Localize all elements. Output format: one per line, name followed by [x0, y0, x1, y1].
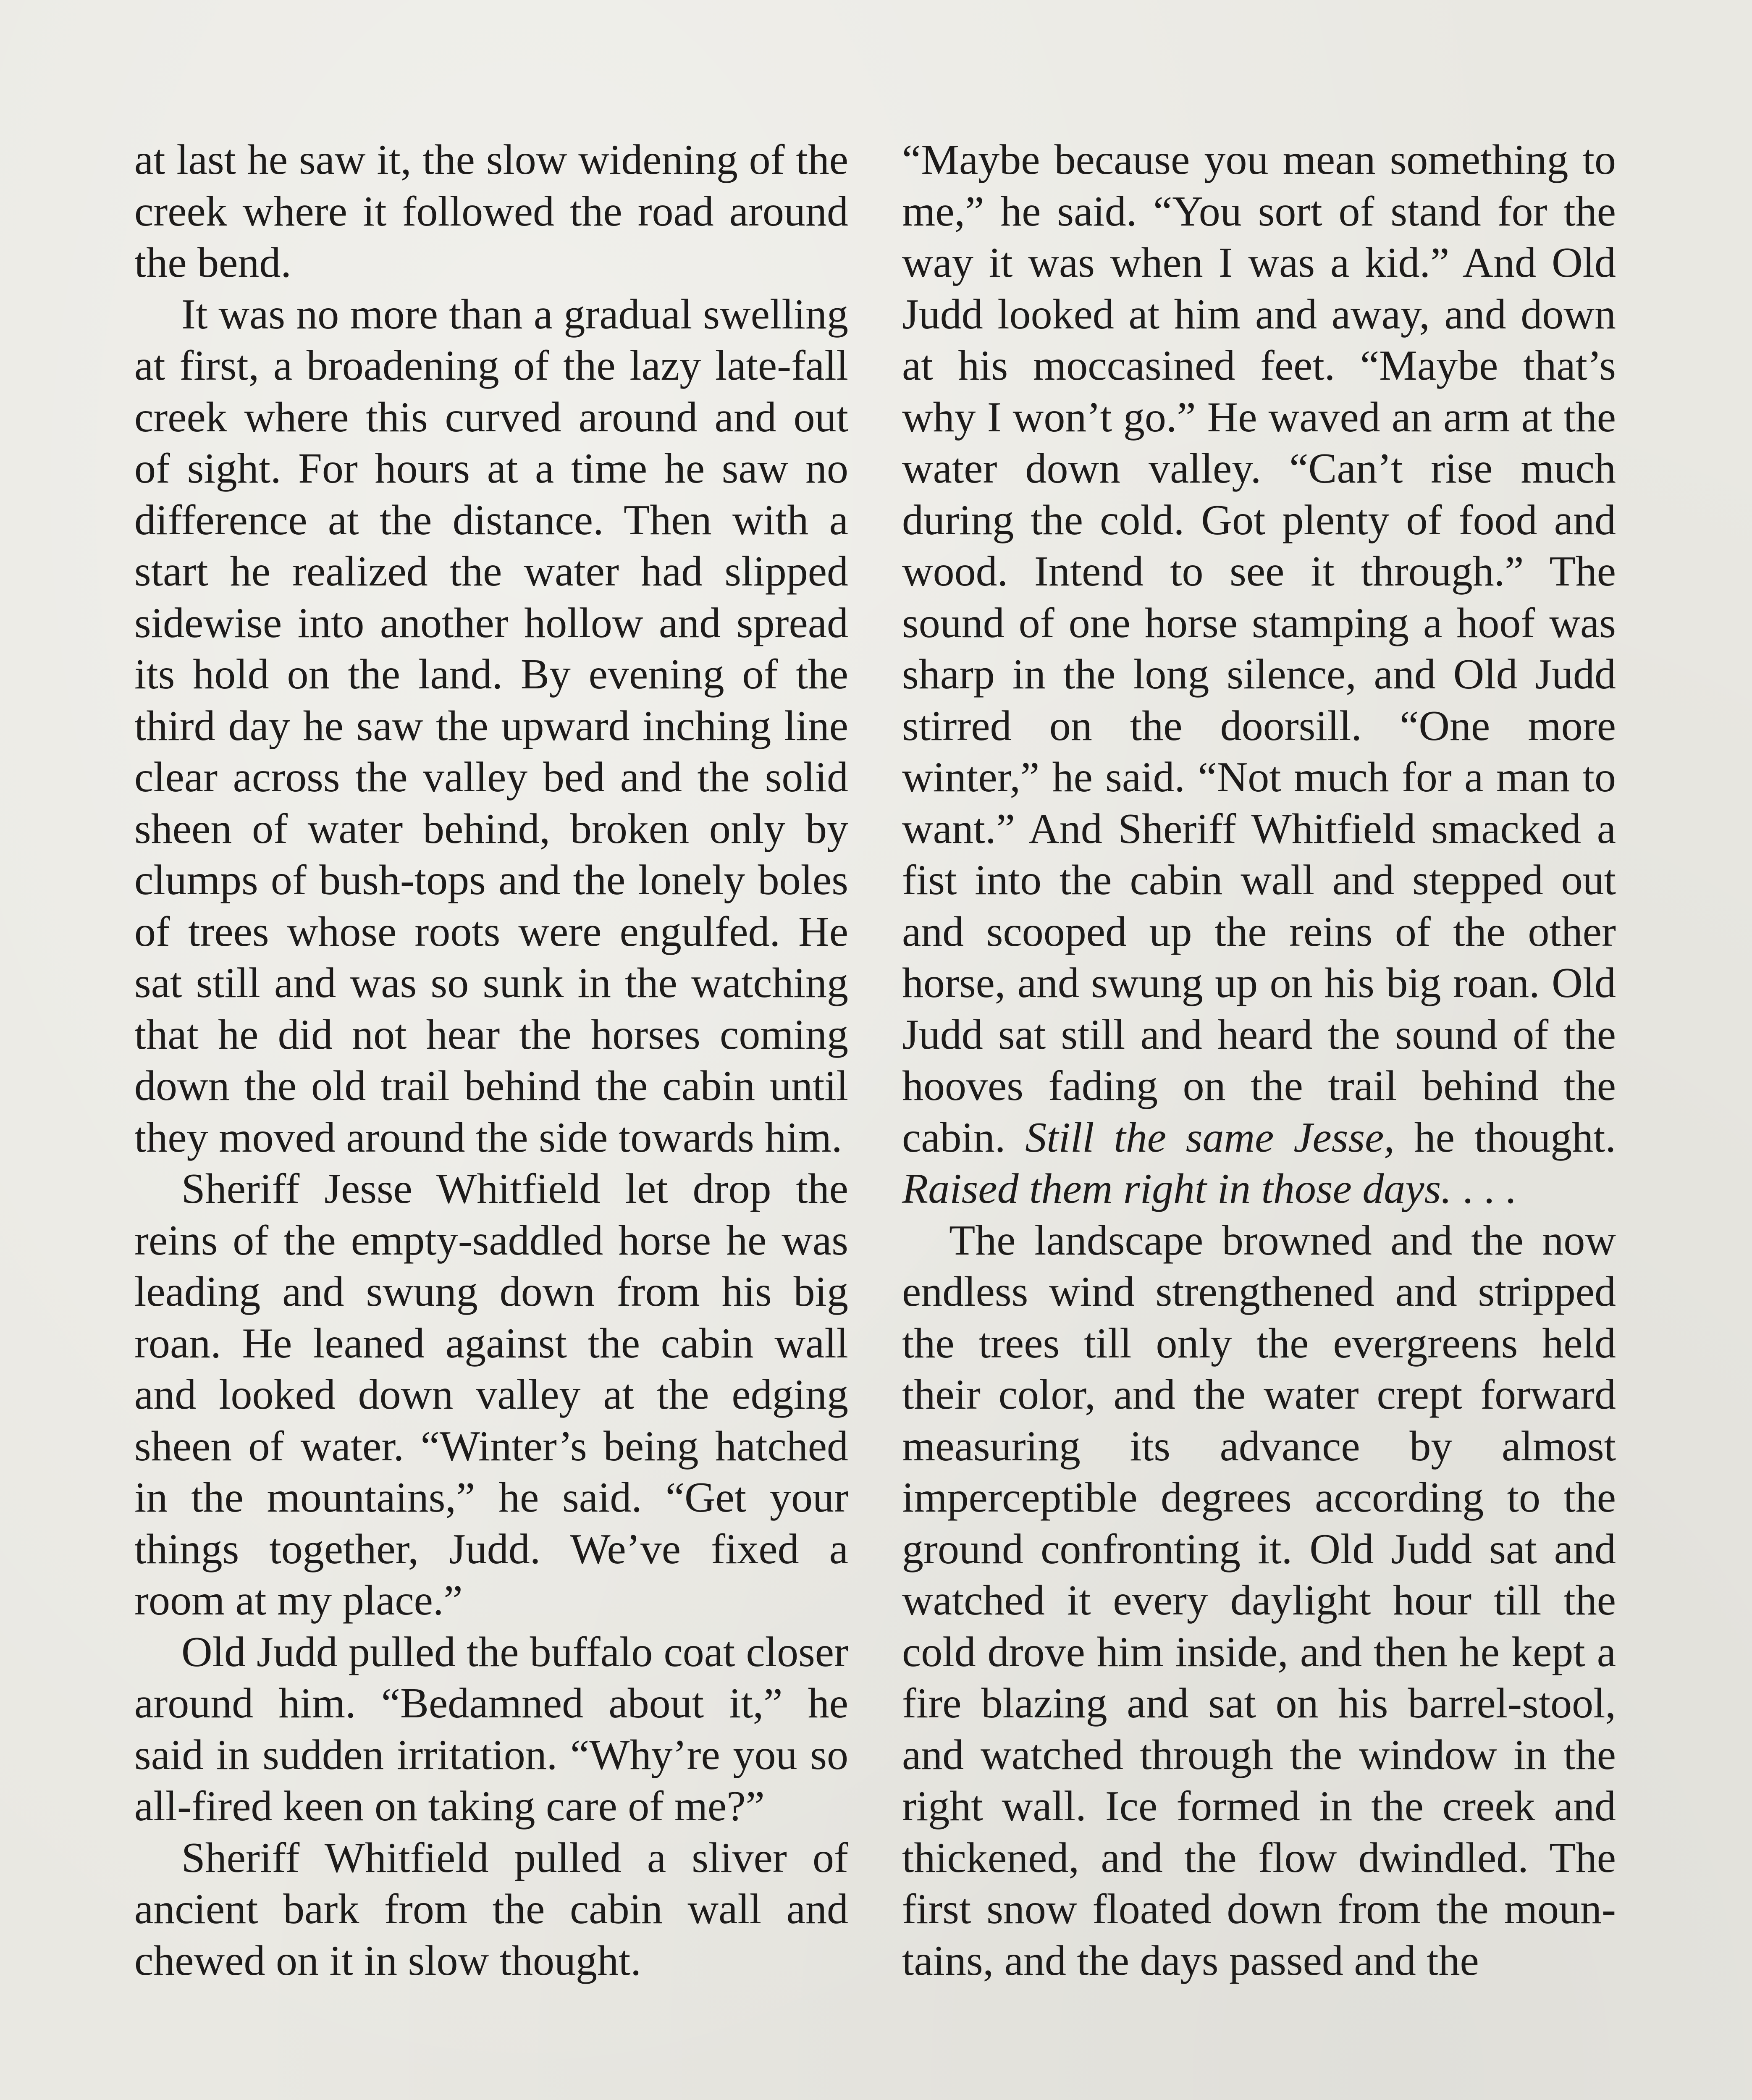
paragraph: Old Judd pulled the buffalo coat closer around him. “Bedamned about it,” he said in sudden irritation. “Why’re you so all-fired keen on taking care of me?” — [134, 1628, 848, 1830]
ellipsis: . . . — [1462, 1165, 1516, 1213]
right-column — [902, 134, 1616, 1987]
paragraph: It was no more than a gradual swelling at first, a broadening of the lazy late-fall creek where this curved around and out of sight. For hours at a time he saw no difference at the distance. Then with a start he realized the water had slipped sidewise into another hollow and spread its hold on the land. By evening of the third day he saw the upward inching line clear across the valley bed and the solid sheen of water behind, broken only by clumps of bush-tops and the lonely boles of trees whose roots were engulfed. He sat still and was so sunk in the watching that he did not hear the horses coming down the old trail behind the cabin until they moved around the side towards him. — [134, 290, 848, 1161]
text-run: “Maybe because you mean something to me,” he said. “You sort of stand for the way it was when I was a kid.” And Old Judd looked at him and away, and down at his moccasined feet. “Maybe that’s why I won’t go.” He waved an arm at the water down valley. “Can’t rise much during the cold. Got plenty of food and wood. Intend to see it through.” The sound of one horse stamping a hoof was sharp in the long silence, and Old Judd stirred on the doorsill. “One more winter,” he said. “Not much for a man to want.” And Sheriff Whitfield smacked a fist into the cabin wall and stepped out and scooped up the reins of the other horse, and swung up on his big roan. Old Judd sat still and heard the sound of the hooves fading on the trail behind the cabin. — [902, 136, 1616, 1161]
italic-thought: Raised them right in those days. — [902, 1165, 1452, 1213]
paragraph: Sheriff Whitfield pulled a sliver of ancient bark from the cabin wall and chewed on it in slow thought. — [134, 1834, 848, 1984]
paragraph: at last he saw it, the slow widening of the creek where it followed the road around the bend. — [134, 136, 848, 286]
italic-thought: Still the same Jesse, — [1025, 1113, 1395, 1161]
left-column — [134, 134, 848, 1987]
paragraph — [902, 134, 1616, 1215]
text-run: he thought. — [1414, 1113, 1616, 1161]
paragraph: Sheriff Jesse Whitfield let drop the reins of the empty-saddled horse he was leading and swung down from his big roan. He leaned against the cabin wall and looked down valley at the edging sheen of water. “Winter’s being hatched in the mountains,” he said. “Get your things together, Judd. We’ve fixed a room at my place.” — [134, 1165, 848, 1624]
paragraph: The landscape browned and the now endless wind strengthened and stripped the trees till only the evergreens held their color, and the water crept forward measuring its advance by almost imperceptible degrees according to the ground confronting it. Old Judd sat and watched it every daylight hour till the cold drove him inside, and then he kept a fire blazing and sat on his barrel-stool, and watched through the window in the right wall. Ice formed in the creek and thickened, and the flow dwindled. The first snow floated down from the mountains, and the days passed and the — [902, 1216, 1616, 1984]
